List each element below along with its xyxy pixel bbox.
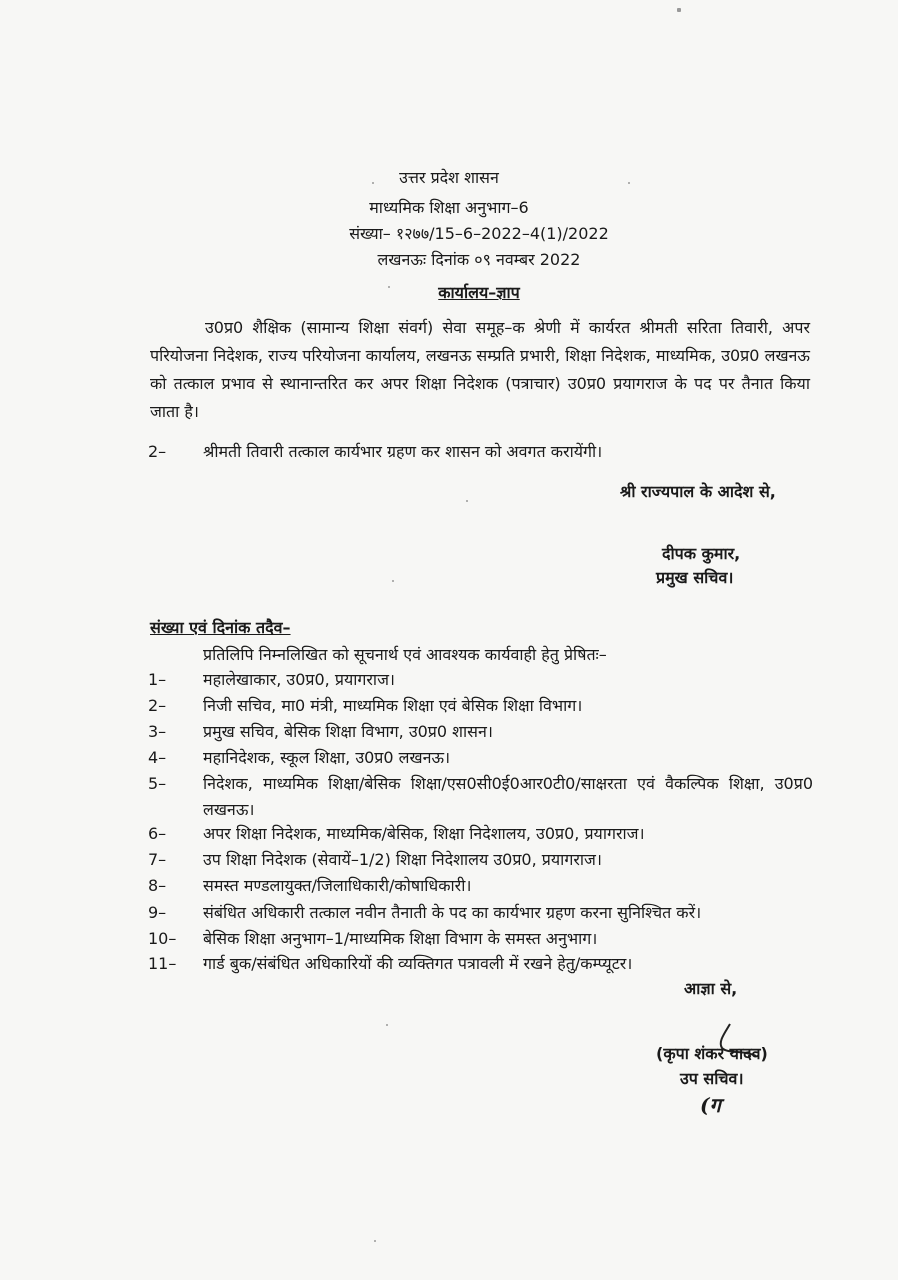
copy-item-number: 9– [148,903,167,922]
copy-item: उप शिक्षा निदेशक (सेवायें–1/2) शिक्षा निदेशालय उ0प्र0, प्रयागराज। [203,850,602,869]
copy-item: प्रमुख सचिव, बेसिक शिक्षा विभाग, उ0प्र0 शासन। [203,722,493,741]
governor-order-line: श्री राज्यपाल के आदेश से, [620,482,776,501]
section-heading: माध्यमिक शिक्षा अनुभाग–6 [369,198,529,217]
memo-title: कार्यालय–ज्ञाप [438,283,520,302]
copy-item-number: 3– [148,722,167,741]
copy-item-number: 2– [148,696,167,715]
copy-item: संबंधित अधिकारी तत्काल नवीन तैनाती के पद का कार्यभार ग्रहण करना सुनिश्चित करें। [203,903,702,922]
scan-speck [388,286,390,288]
scan-speck [466,500,468,502]
copy-item-number: 7– [148,850,167,869]
copy-item: निजी सचिव, मा0 मंत्री, माध्यमिक शिक्षा एवं बेसिक शिक्षा विभाग। [203,696,583,715]
copy-item-number: 8– [148,876,167,895]
copy-item: महानिदेशक, स्कूल शिक्षा, उ0प्र0 लखनऊ। [203,748,451,767]
scan-speck [372,182,374,184]
signatory-2-designation: उप सचिव। [680,1069,744,1088]
handwritten-initial: (ग [700,1093,721,1117]
copy-item: अपर शिक्षा निदेशक, माध्यमिक/बेसिक, शिक्षा निदेशालय, उ0प्र0, प्रयागराज। [203,824,645,843]
copy-heading: संख्या एवं दिनांक तदैव– [150,618,291,637]
copy-item-number: 11– [148,954,177,973]
signatory-2-name: (कृपा शंकर यादव) [656,1044,768,1063]
copy-item: बेसिक शिक्षा अनुभाग–1/माध्यमिक शिक्षा विभाग के समस्त अनुभाग। [203,929,598,948]
copy-item-number: 5– [148,774,167,793]
signatory-1-name: दीपक कुमार, [662,544,741,563]
copy-item: निदेशक, माध्यमिक शिक्षा/बेसिक शिक्षा/एस0सी0ई0आर0टी0/साक्षरता एवं वैकल्पिक शिक्षा, उ0प्र0 लखनऊ। [203,774,813,819]
scan-speck [386,1024,388,1026]
copy-item: समस्त मण्डलायुक्त/जिलाधिकारी/कोषाधिकारी। [203,876,472,895]
scan-speck [374,1240,376,1242]
paragraph-2: श्रीमती तिवारी तत्काल कार्यभार ग्रहण कर शासन को अवगत करायेंगी। [203,442,603,461]
copy-item: महालेखाकार, उ0प्र0, प्रयागराज। [203,670,395,689]
copy-item-number: 10– [148,929,177,948]
paragraph-2-number: 2– [148,442,167,461]
government-heading: उत्तर प्रदेश शासन [399,168,499,187]
scan-speck [392,580,394,582]
copy-intro: प्रतिलिपि निम्नलिखित को सूचनार्थ एवं आवश्यक कार्यवाही हेतु प्रेषितः– [203,645,607,664]
paragraph-1: उ0प्र0 शैक्षिक (सामान्य शिक्षा संवर्ग) सेवा समूह–क श्रेणी में कार्यरत श्रीमती सरिता तिवारी, अपर परियोजना निदेशक, राज्य परियोजना कार्यालय, लखनऊ सम्प्रति प्रभारी, शिक्षा निदेशक, माध्यमिक, उ0प्र0 लखनऊ को तत्काल प्रभाव से स्थानान्तरित कर अपर शिक्षा निदेशक (पत्राचार) उ0प्र0 प्रयागराज के पद पर तैनात किया जाता है। [150,318,810,421]
scan-speck [677,8,681,12]
order-line: आज्ञा से, [684,979,738,998]
copy-item-number: 1– [148,670,167,689]
scan-speck [628,182,630,184]
reference-number: संख्या– १२७७/15–6–2022–4(1)/2022 [349,224,609,243]
copy-item-number: 4– [148,748,167,767]
signatory-1-designation: प्रमुख सचिव। [656,568,734,587]
copy-item-number: 6– [148,824,167,843]
place-and-date: लखनऊः दिनांक ०९ नवम्बर 2022 [377,250,581,269]
copy-item: गार्ड बुक/संबंधित अधिकारियों की व्यक्तिगत पत्रावली में रखने हेतु/कम्प्यूटर। [203,954,633,973]
